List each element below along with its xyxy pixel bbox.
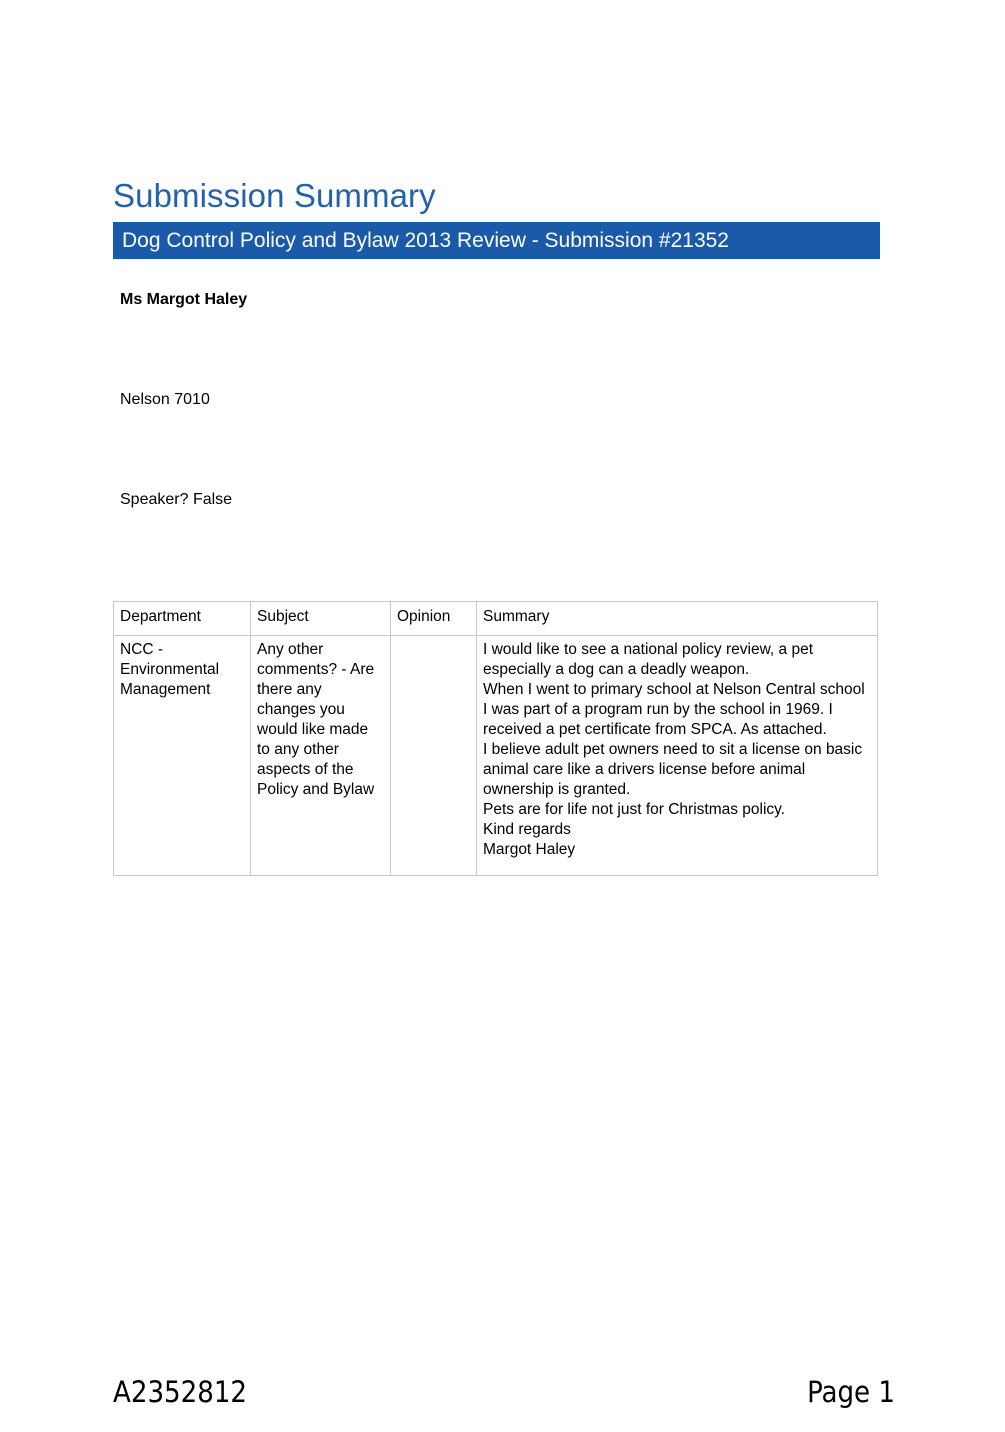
footer-page-number: Page 1 xyxy=(807,1375,895,1409)
submitter-name: Ms Margot Haley xyxy=(120,291,248,308)
submitter-speaker-status: Speaker? False xyxy=(120,491,233,508)
cell-department: NCC - Environmental Management xyxy=(114,636,251,876)
column-header-subject: Subject xyxy=(251,602,391,636)
cell-subject: Any other comments? - Are there any changes you would like made to any other aspects of the Policy and Bylaw xyxy=(251,636,391,876)
column-header-department: Department xyxy=(114,602,251,636)
summary-line: When I went to primary school at Nelson Central school I was part of a program run by the school in 1969. I received a pet certificate from SPCA. As attached. xyxy=(483,681,869,738)
submission-banner xyxy=(113,222,880,259)
summary-line: Kind regards xyxy=(483,821,571,838)
submitter-location: Nelson 7010 xyxy=(120,391,210,408)
table-row xyxy=(114,636,878,876)
cell-opinion xyxy=(391,636,477,876)
table-body xyxy=(114,636,878,876)
cell-summary xyxy=(477,636,878,876)
summary-line: I would like to see a national policy review, a pet especially a dog can a deadly weapon. xyxy=(483,641,818,678)
table-header-row xyxy=(114,602,878,636)
page-title: Submission Summary xyxy=(113,177,436,215)
column-header-opinion: Opinion xyxy=(391,602,477,636)
footer-document-id: A2352812 xyxy=(113,1375,248,1409)
summary-line: Pets are for life not just for Christmas policy. xyxy=(483,801,786,818)
summary-line: I believe adult pet owners need to sit a license on basic animal care like a drivers license before animal ownership is granted. xyxy=(483,741,867,798)
submission-banner-label: Dog Control Policy and Bylaw 2013 Review - Submission #21352 xyxy=(122,229,729,252)
column-header-summary: Summary xyxy=(477,602,878,636)
submission-table xyxy=(113,601,878,876)
summary-line: Margot Haley xyxy=(483,841,576,858)
